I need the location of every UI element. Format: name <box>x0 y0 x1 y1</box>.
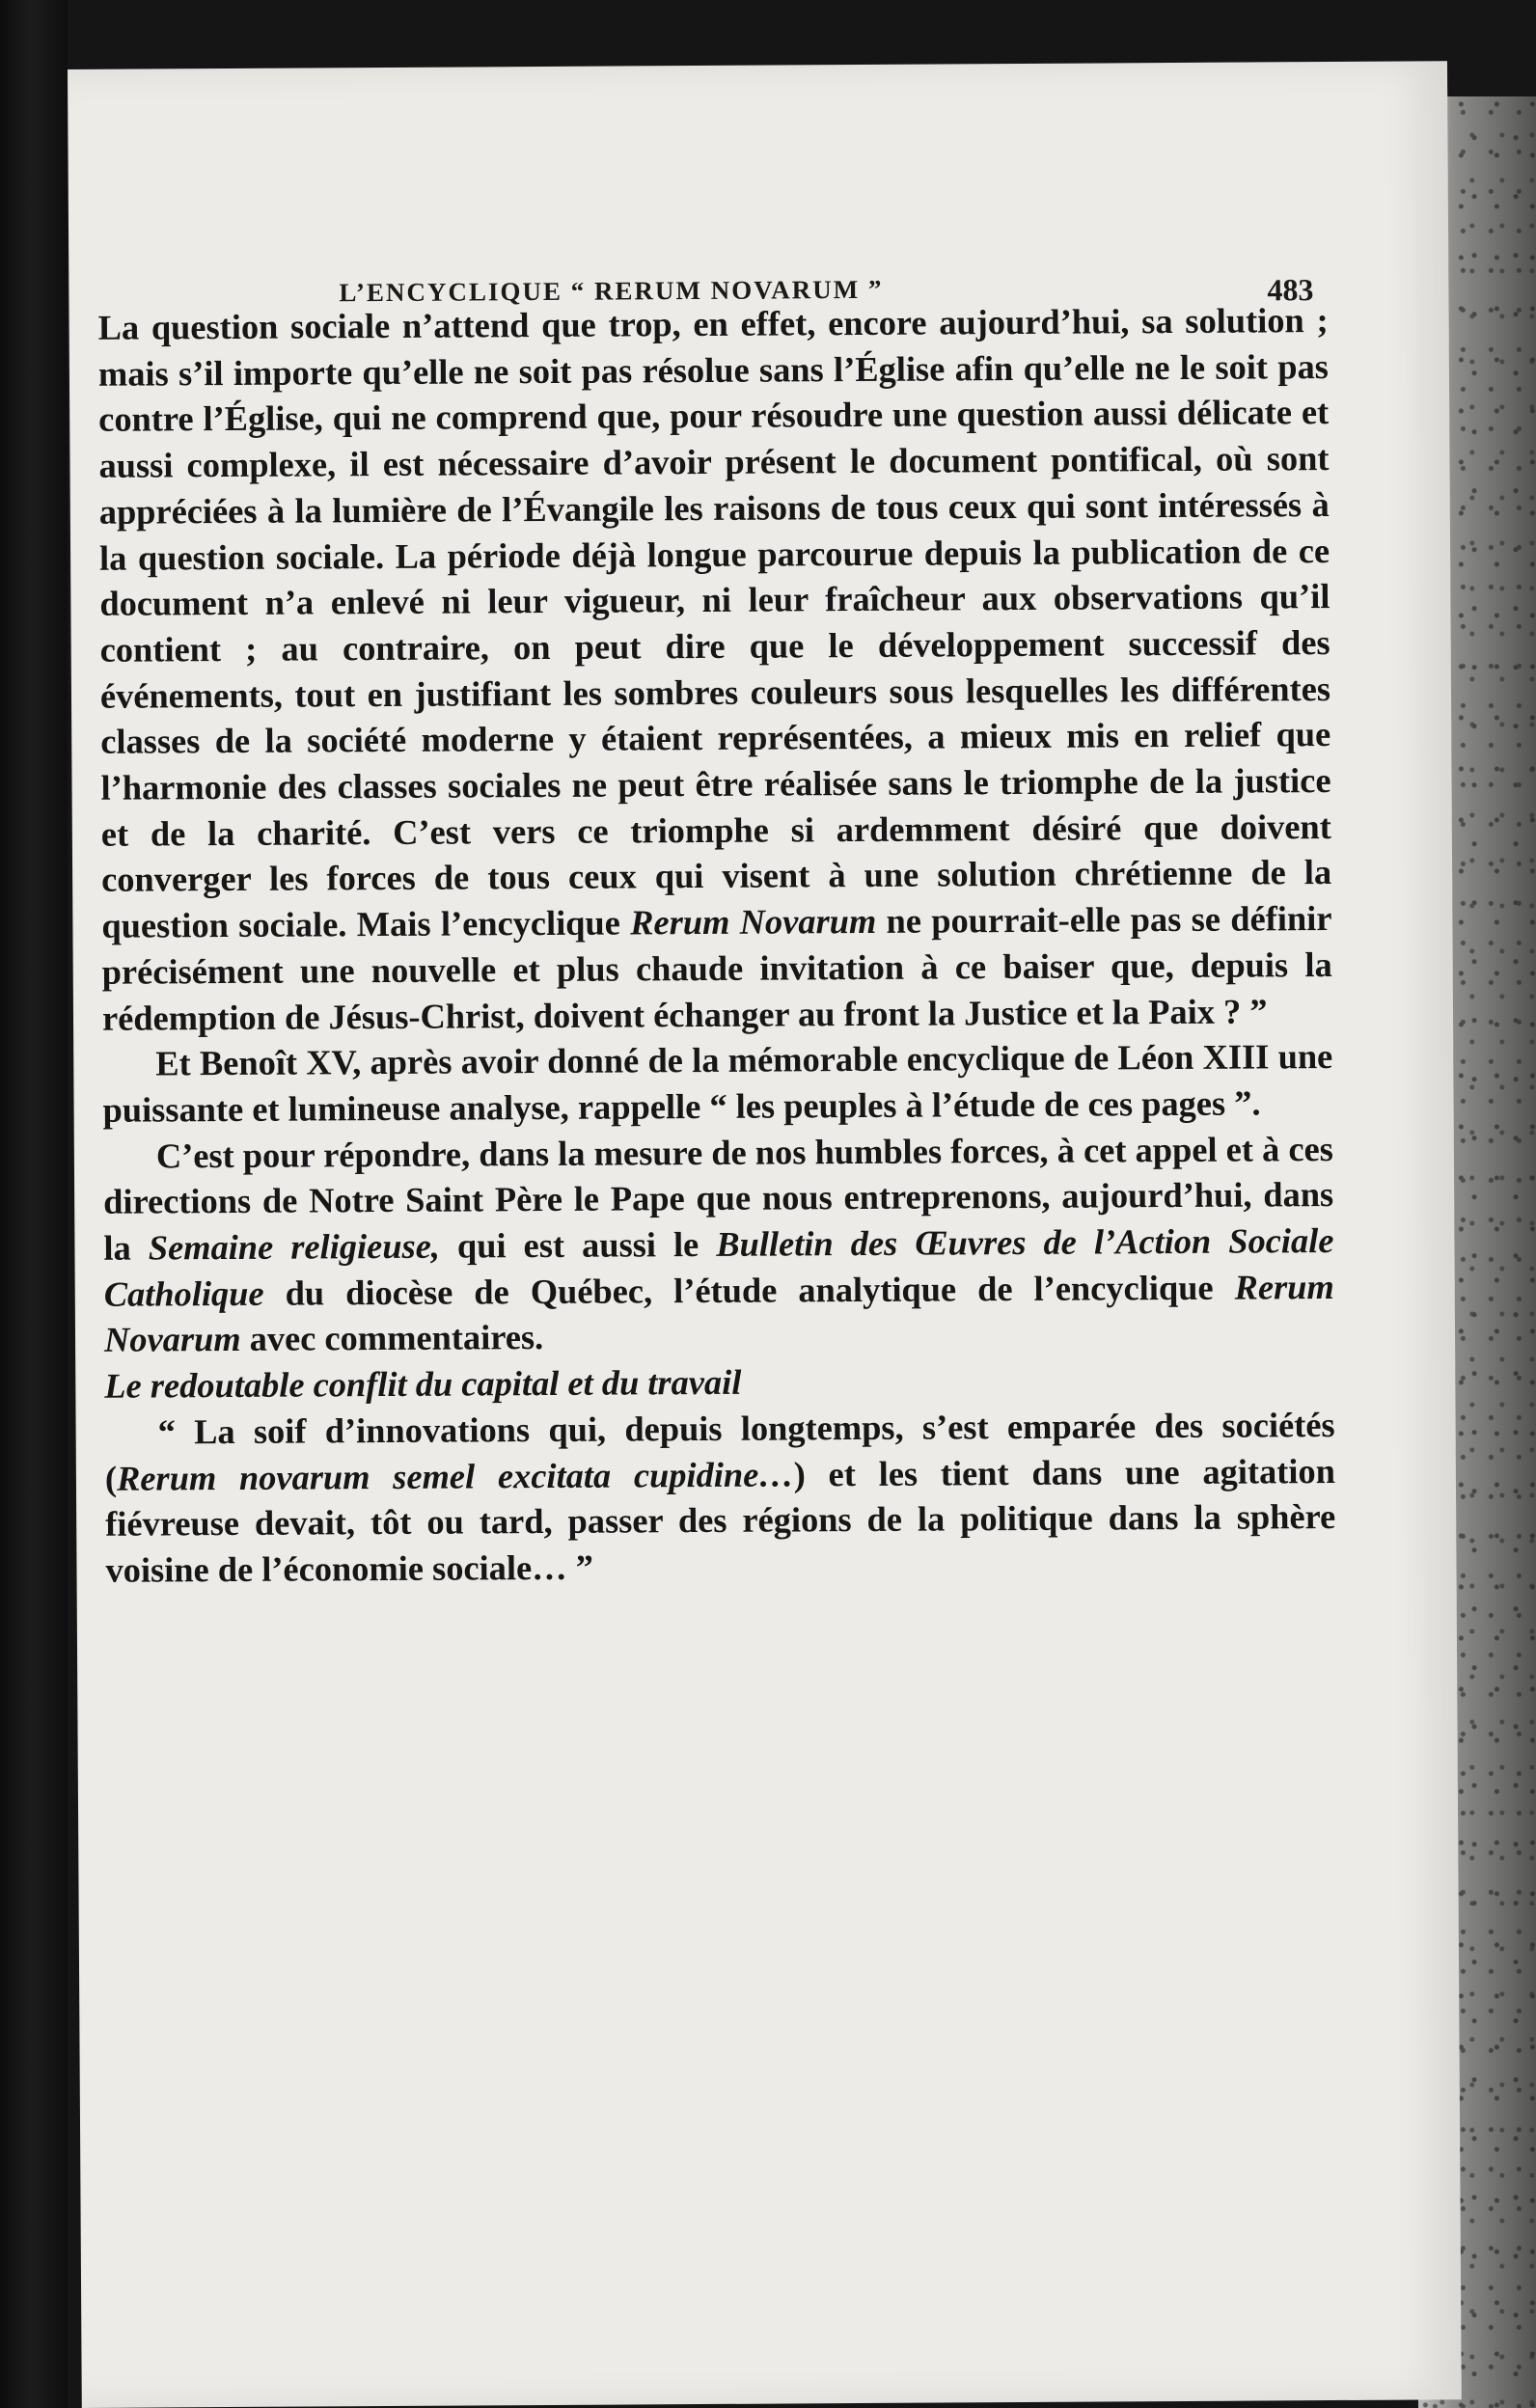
paragraph-4-italic: Rerum novarum semel excitata cupidine… <box>116 1455 794 1498</box>
paragraph-4 <box>104 1403 1335 1595</box>
paragraph-1-italic: Rerum Novarum <box>630 902 877 943</box>
paragraph-3-italic-3: Rerum Novarum <box>103 1267 1334 1360</box>
book-page <box>68 61 1462 2408</box>
paragraph-3-text-b: qui est aussi le <box>439 1224 717 1266</box>
paragraph-4-text-b: ) et les tient dans une agitation fiévreuse devait, tôt ou tard, passer des régions de la politique dans la sphère voisine de l’économie sociale… ” <box>105 1451 1336 1590</box>
left-binding-shadow <box>0 0 68 2408</box>
paragraph-2: Et Benoît XV, après avoir donné de la mémorable encyclique de Léon XIII une puissante et lumineuse analyse, rappelle “ les peuples à l’étude de ces pages ”. <box>102 1037 1333 1130</box>
page-body <box>97 298 1335 1594</box>
paragraph-3 <box>103 1127 1334 1364</box>
paragraph-3-text-a: C’est pour répondre, dans la mesure de nos humbles forces, à cet appel et à ces directions de Notre Saint Père le Pape que nous entreprenons, aujourd’hui, dans la <box>103 1129 1334 1268</box>
paragraph-3-text-c: du diocèse de Québec, l’étude analytique de l’encyclique <box>263 1268 1235 1313</box>
paragraph-4-text-a: “ La soif d’innovations qui, depuis longtemps, s’est emparée des sociétés ( <box>104 1405 1335 1498</box>
section-title: Le redoutable conflit du capital et du travail <box>104 1362 742 1406</box>
page-number: 483 <box>1267 272 1314 308</box>
paragraph-3-italic-1: Semaine religieuse, <box>148 1226 441 1268</box>
running-title: L’ENCYCLIQUE “ RERUM NOVARUM ” <box>339 274 884 308</box>
paragraph-1-end: ne pourrait-elle pas se définir précisément une nouvelle et plus chaude invitation à ce baiser que, depuis la rédemption de Jésus-Christ, doivent échanger au front la Justice et la Paix ? ” <box>101 899 1332 1038</box>
paragraph-3-italic-2: Bulletin des Œuvres de l’Action Sociale Catholique <box>103 1221 1334 1314</box>
paragraph-3-text-d: avec commentaires. <box>240 1318 544 1359</box>
paragraph-1 <box>97 298 1332 1042</box>
paragraph-1-text: La question sociale n’attend que trop, en effet, encore aujourd’hui, sa solution ; mais s’il importe qu’elle ne soit pas résolue sans l’Église afin qu’elle ne le soit pas contre l’Église, qui ne comprend que, pour résoudre une question aussi délicate et aussi complexe, il est nécessaire d’avoir présent le document pontifical, où sont appréciées à la lumière de l’Évangile les raisons de tous ceux qui sont intéressés à la question sociale. La période déjà longue parcourue depuis la publication de ce document n’a enlevé ni leur vigueur, ni leur fraîcheur aux observations qu’il contient ; au contraire, on peut dire que le développement successif des événements, tout en justifiant les sombres couleurs sous lesquelles les différentes classes de la société moderne y étaient représentées, a mieux mis en relief que l’harmonie des classes sociales ne peut être réalisée sans le triomphe de la justice et de la charité. C’est vers ce triomphe si ardemment désiré que doivent converger les forces de tous ceux qui visent à une solution chrétienne de la question sociale. Mais l’encyclique <box>97 301 1332 945</box>
